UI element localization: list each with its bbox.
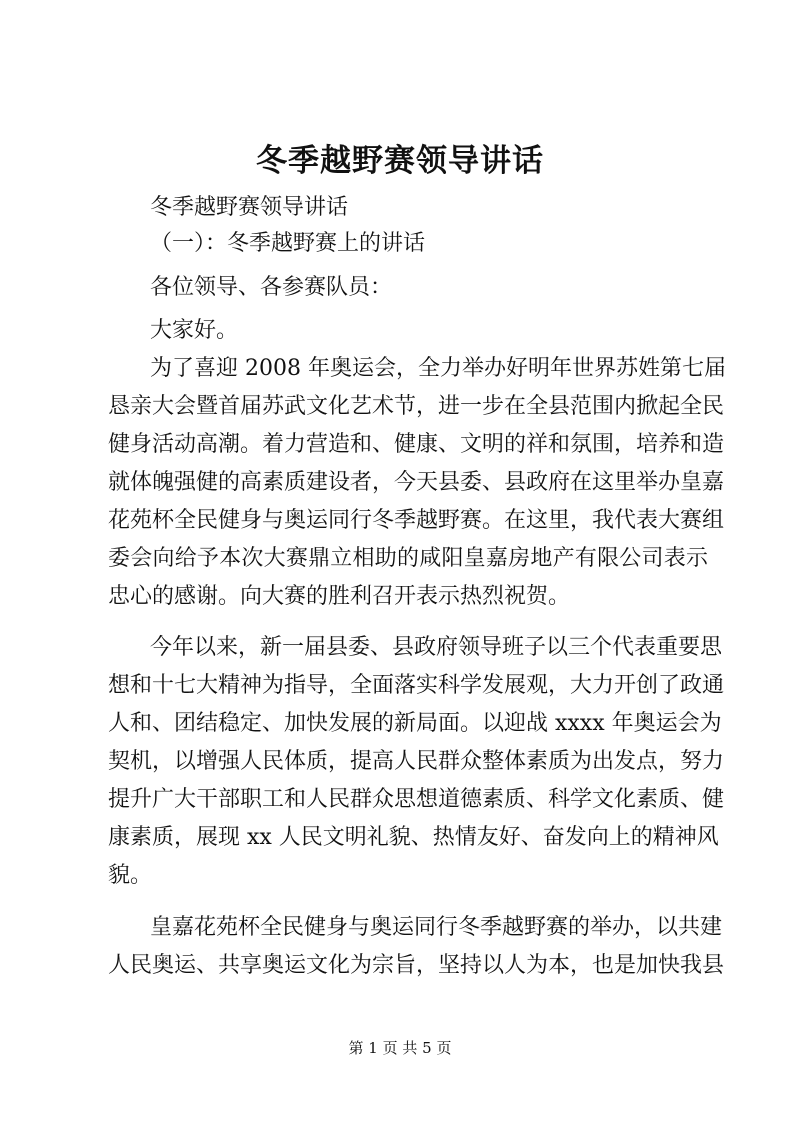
paragraph-line: 今年以来，新一届县委、县政府领导班子以三个代表重要思 bbox=[150, 635, 723, 660]
paragraph-line: 提升广大干部职工和人民群众思想道德素质、科学文化素质、健 bbox=[108, 787, 725, 812]
paragraph-line: 人和、团结稳定、加快发展的新局面。以迎战 xxxx 年奥运会为 bbox=[108, 711, 722, 736]
paragraph-line: 为了喜迎 2008 年奥运会，全力举办好明年世界苏姓第七届 bbox=[150, 356, 726, 381]
paragraph-line: 大家好。 bbox=[150, 318, 239, 343]
paragraph-line: 想和十七大精神为指导，全面落实科学发展观，大力开创了政通 bbox=[108, 673, 725, 698]
paragraph-line: 恳亲大会暨首届苏武文化艺术节，进一步在全县范围内掀起全民 bbox=[108, 394, 725, 419]
paragraph-line: （一）：冬季越野赛上的讲话 bbox=[150, 231, 426, 256]
paragraph-line: 貌。 bbox=[108, 863, 153, 888]
document-title: 冬季越野赛领导讲话 bbox=[256, 143, 544, 179]
page-footer: 第 1 页 共 5 页 bbox=[348, 1039, 452, 1057]
paragraph-line: 花苑杯全民健身与奥运同行冬季越野赛。在这里，我代表大赛组 bbox=[108, 508, 725, 533]
paragraph-line: 人民奥运、共享奥运文化为宗旨，坚持以人为本，也是加快我县 bbox=[108, 953, 725, 978]
paragraph-line: 委会向给予本次大赛鼎立相助的咸阳皇嘉房地产有限公司表示 bbox=[108, 546, 708, 571]
paragraph-line: 契机，以增强人民体质，提高人民群众整体素质为出发点，努力 bbox=[108, 749, 725, 774]
paragraph-line: 就体魄强健的高素质建设者，今天县委、县政府在这里举办皇嘉 bbox=[108, 470, 725, 495]
paragraph-line: 康素质，展现 xx 人民文明礼貌、热情友好、奋发向上的精神风 bbox=[108, 825, 719, 850]
paragraph-line: 冬季越野赛领导讲话 bbox=[150, 195, 349, 220]
paragraph-line: 皇嘉花苑杯全民健身与奥运同行冬季越野赛的举办，以共建 bbox=[150, 915, 723, 940]
paragraph-line: 健身活动高潮。着力营造和、健康、文明的祥和氛围，培养和造 bbox=[108, 432, 725, 457]
paragraph-line: 各位领导、各参赛队员： bbox=[150, 275, 393, 300]
paragraph-line: 忠心的感谢。向大赛的胜利召开表示热烈祝贺。 bbox=[108, 584, 571, 609]
